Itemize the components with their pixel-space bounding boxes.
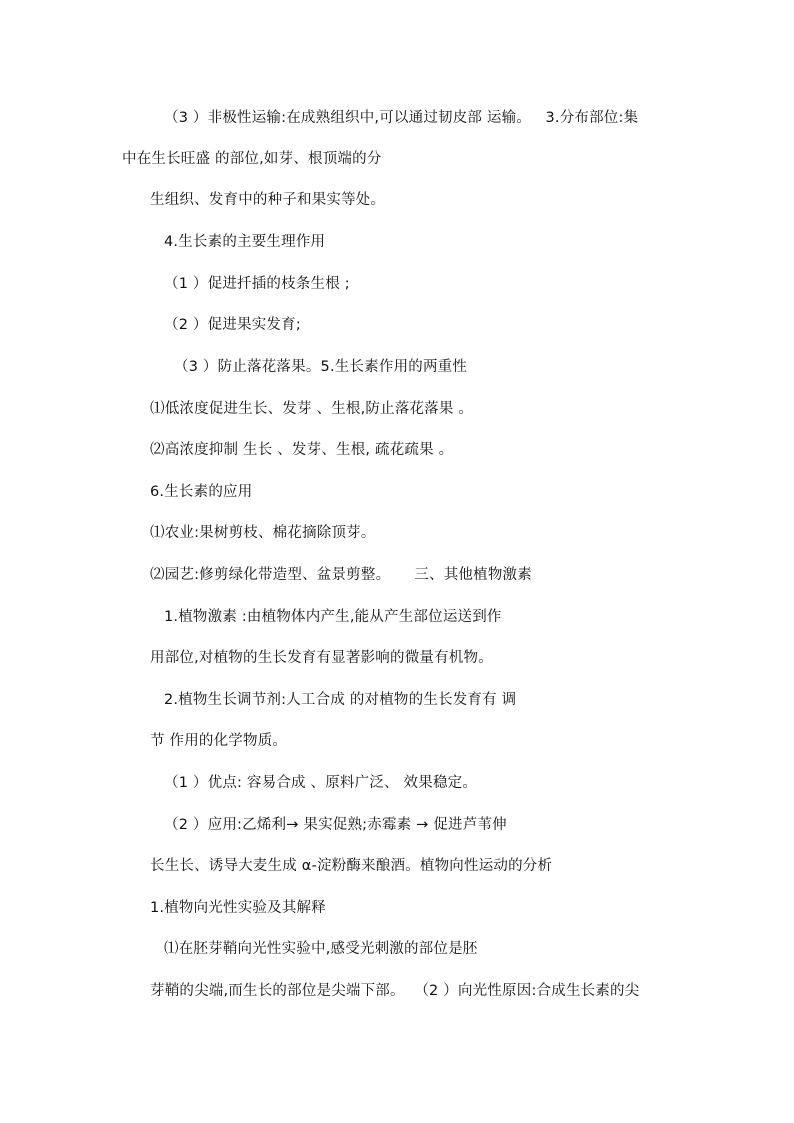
text-line: ⑴在胚芽鞘向光性实验中,感受光刺激的部位是胚 (164, 941, 478, 957)
text-line: 节 作用的化学物质。 (150, 733, 288, 749)
text-line: 生组织、发育中的种子和果实等处。 (150, 192, 386, 208)
text-line: （1 ）优点: 容易合成 、原料广泛、 效果稳定。 (164, 775, 478, 791)
text-line: 长生长、诱导大麦生成 α-淀粉酶来酿酒。植物向性运动的分析 (150, 858, 553, 874)
text-line: （1 ）促进扦插的枝条生根 ; (164, 276, 350, 292)
section-heading: 4.生长素的主要生理作用 (164, 234, 326, 250)
text-line: 1.植物激素 :由植物体内产生,能从产生部位运送到作 (164, 609, 502, 625)
text-line: （3 ）非极性运输:在成熟组织中,可以通过韧皮部 运输。 3.分布部位:集 (164, 110, 639, 126)
text-line: 芽鞘的尖端,而生长的部位是尖端下部。 （2 ）向光性原因:合成生长素的尖 (150, 983, 640, 999)
text-line: （2 ）应用:乙烯利→ 果实促熟;赤霉素 → 促进芦苇伸 (164, 817, 507, 833)
text-line: ⑵园艺:修剪绿化带造型、盆景剪整。 三、其他植物激素 (150, 567, 532, 583)
section-heading: 6.生长素的应用 (150, 484, 253, 500)
text-line: ⑴低浓度促进生长、发芽 、生根,防止落花落果 。 (150, 401, 474, 417)
text-line: ⑴农业:果树剪枝、棉花摘除顶芽。 (150, 525, 376, 541)
text-line: ⑵高浓度抑制 生长 、发芽、生根, 疏花疏果 。 (150, 442, 454, 458)
text-line: 2.植物生长调节剂:人工合成 的对植物的生长发育有 调 (164, 692, 517, 708)
section-heading: 1.植物向光性实验及其解释 (150, 900, 326, 916)
text-line: （3 ）防止落花落果。5.生长素作用的两重性 (174, 359, 468, 375)
text-line: （2 ）促进果实发育; (164, 317, 301, 333)
text-line: 中在生长旺盛 的部位,如芽、根顶端的分 (122, 151, 382, 167)
text-line: 用部位,对植物的生长发育有显著影响的微量有机物。 (150, 650, 493, 666)
